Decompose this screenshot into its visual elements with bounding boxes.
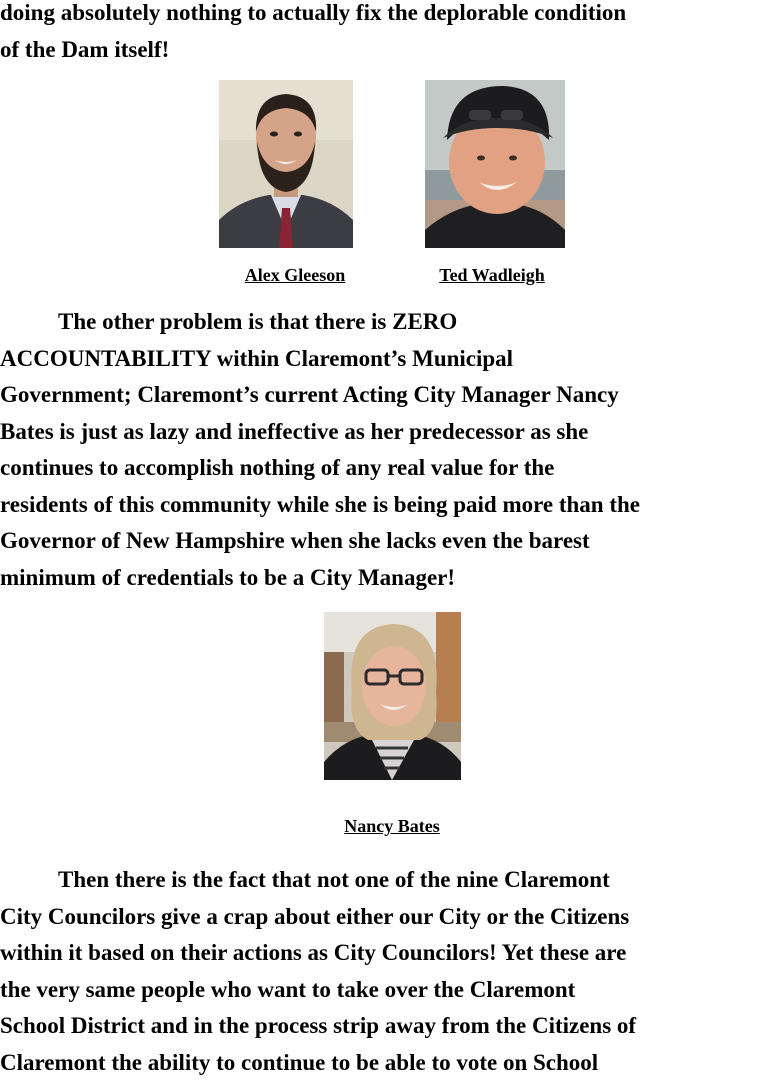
text-line: ACCOUNTABILITY within Claremont’s Municipal [0, 341, 779, 378]
caption-nancy-bates: Nancy Bates [320, 816, 464, 837]
text-line: Claremont the ability to continue to be able to vote on School [0, 1045, 779, 1081]
text-line: within it based on their actions as City Councilors! Yet these are [0, 935, 779, 972]
text-line: minimum of credentials to be a City Manager! [0, 560, 779, 597]
text-line: residents of this community while she is being paid more than the [0, 487, 779, 524]
photo-nancy-bates [324, 612, 461, 780]
middle-paragraph [0, 304, 779, 596]
caption-alex-gleeson: Alex Gleeson [219, 265, 371, 286]
text-line: doing absolutely nothing to actually fix the deplorable condition [0, 0, 779, 32]
top-paragraph [0, 0, 779, 68]
text-line: continues to accomplish nothing of any real value for the [0, 450, 779, 487]
text-line: School District and in the process strip away from the Citizens of [0, 1008, 779, 1045]
photo-ted-wadleigh [425, 80, 565, 248]
text-line: The other problem is that there is ZERO [0, 304, 779, 341]
text-line: Then there is the fact that not one of the nine Claremont [0, 862, 779, 899]
text-line: of the Dam itself! [0, 32, 779, 69]
text-line: Governor of New Hampshire when she lacks even the barest [0, 523, 779, 560]
text-line: City Councilors give a crap about either our City or the Citizens [0, 899, 779, 936]
bottom-paragraph [0, 862, 779, 1081]
photo-alex-gleeson [219, 80, 353, 248]
text-line: Bates is just as lazy and ineffective as her predecessor as she [0, 414, 779, 451]
text-line: Government; Claremont’s current Acting City Manager Nancy [0, 377, 779, 414]
caption-ted-wadleigh: Ted Wadleigh [410, 265, 574, 286]
text-line: the very same people who want to take over the Claremont [0, 972, 779, 1009]
